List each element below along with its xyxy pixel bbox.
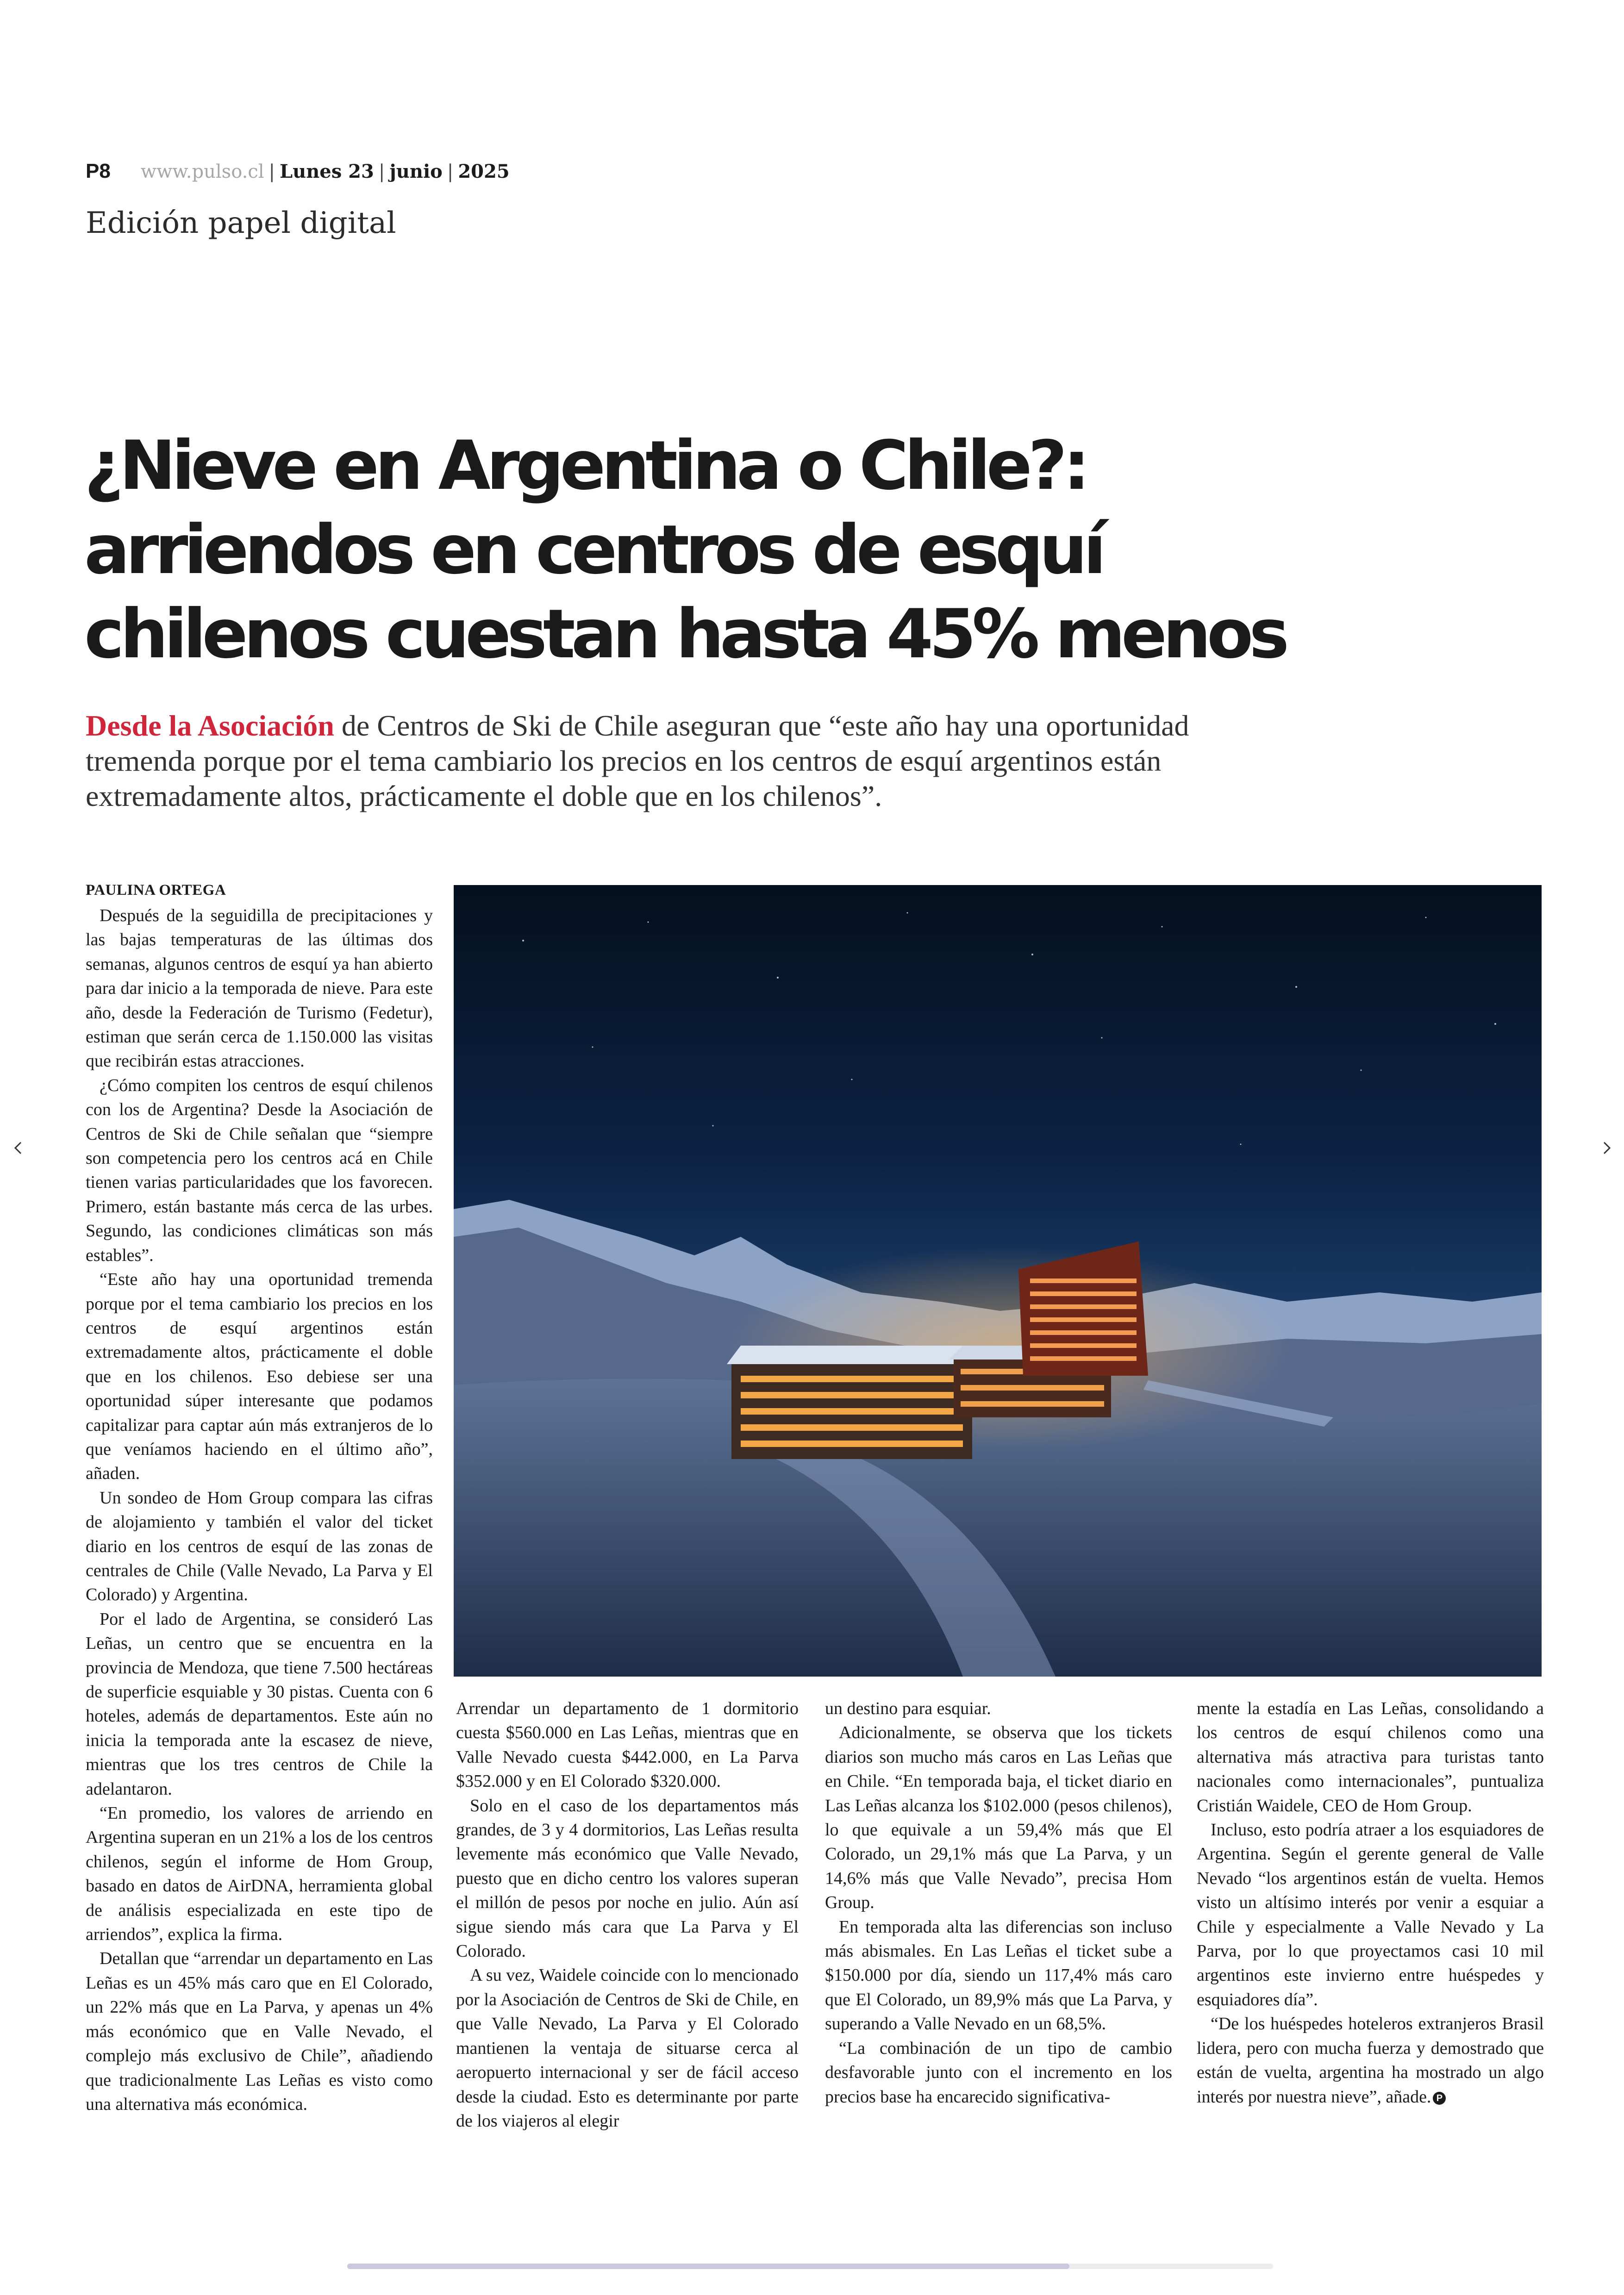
article-photo: [454, 885, 1542, 1677]
paragraph-text: “De los huéspedes hoteleros extranjeros Brasil lidera, pero con mucha fuerza y demostrado que están de vuelta, argentina ha mostrado un algo interés por nuestra nieve”, añade.: [1197, 2014, 1544, 2107]
paragraph: Incluso, esto podría atraer a los esquiadores de Argentina. Según el gerente general de Valle Nevado “los argentinos están de vuelta. Hemos visto un altísimo interés por venir a esquiar a Chile y especialmente a Valle Nevado y La Parva, por lo que proyectamos casi 10 mil argentinos este invierno entre huéspedes y esquiadores día”.: [1197, 1820, 1544, 2009]
date-day: Lunes 23: [279, 161, 374, 182]
page-header: [86, 160, 510, 187]
last-paragraph: [1197, 2012, 1544, 2109]
byline: PAULINA ORTEGA: [86, 882, 226, 898]
scrollbar-thumb[interactable]: [347, 2264, 1069, 2269]
page-number: P8: [86, 160, 111, 182]
paragraph: “La combinación de un tipo de cambio desfavorable junto con el incremento en los precios base ha encarecido significativa-: [825, 2038, 1172, 2107]
header-separator: |: [447, 161, 454, 182]
article-column-1: [86, 904, 433, 2116]
paragraph: Detallan que “arrendar un departamento en Las Leñas es un 45% más caro que en El Colorado, un 22% más que en La Parva, y apenas un 4% más económico que en Valle Nevado, el complejo más exclusivo de Chile”, añadiendo que tradicionalmente Las Leñas es visto como una alternativa más económica.: [86, 1949, 433, 2114]
deck: [86, 708, 1224, 814]
deck-lead: Desde la Asociación: [86, 709, 334, 742]
paragraph: En temporada alta las diferencias son incluso más abismales. En Las Leñas el ticket sube a $150.000 por día, siendo un 117,4% más caro que El Colorado, un 89,9% más que La Parva, y superando a Valle Nevado en un 68,5%.: [825, 1917, 1172, 2034]
deck-text: de Centros de Ski de Chile aseguran que “este año hay una oportunidad tremenda porque por el tema cambiario los precios en los centros de esquí argentinos están extremadamente altos, prácticamente el doble que en los chilenos”.: [86, 709, 1189, 812]
paragraph: Adicionalmente, se observa que los tickets diarios son mucho más caros en Las Leñas que en Chile. “En temporada baja, el ticket diario en Las Leñas alcanza los $102.000 (pesos chilenos), lo que equivale a un 59,4% más que El Colorado, un 29,1% más que La Parva, y un 14,6% más que Valle Nevado”, precisa Hom Group.: [825, 1723, 1172, 1913]
next-page-button[interactable]: [1593, 1134, 1620, 1162]
paragraph: ¿Cómo compiten los centros de esquí chilenos con los de Argentina? Desde la Asociación de Centros de Ski de Chile señalan que “siempre son competencia pero los centros acá en Chile tienen varias particularidades que los favorecen. Primero, están bastante más cerca de las urbes. Segundo, las condiciones climáticas son más estables”.: [86, 1075, 433, 1265]
header-separator: |: [269, 161, 275, 182]
chevron-left-icon: [9, 1139, 28, 1157]
paragraph: “En promedio, los valores de arriendo en Argentina superan en un 21% a los de los centros chilenos, según el informe de Hom Group, basado en datos de AirDNA, herramienta global de análisis especializada en este tipo de arriendos”, explica la firma.: [86, 1803, 433, 1945]
paragraph: “Este año hay una oportunidad tremenda porque por el tema cambiario los precios en los centros de esquí argentinos están extremadamente altos, prácticamente el doble que en los chilenos. Eso debiese ser una oportunidad súper interesante que podamos capitalizar para captar aún más extranjeros de lo que veníamos haciendo en el último año”, añaden.: [86, 1270, 433, 1484]
paragraph: Por el lado de Argentina, se consideró Las Leñas, un centro que se encuentra en la provincia de Mendoza, que tiene 7.500 hectáreas de superficie esquiable y 30 pistas. Cuenta con 6 hoteles, además de departamentos. Este aún no inicia la temporada ante la escasez de nieve, mientras que los tres centros de Chile la adelantaron.: [86, 1609, 433, 1799]
paragraph: mente la estadía en Las Leñas, consolidando a los centros de esquí chilenos como una alternativa más atractiva para turistas tanto nacionales como internacionales”, puntualiza Cristián Waidele, CEO de Hom Group.: [1197, 1699, 1544, 1815]
prev-page-button[interactable]: [5, 1134, 32, 1162]
article-column-2: [456, 1696, 799, 2133]
headline: ¿Nieve en Argentina o Chile?: arriendos en centros de esquí chilenos cuestan hasta 45% menos: [84, 426, 1286, 674]
edition-label: Edición papel digital: [86, 206, 396, 240]
date-month: junio: [389, 161, 443, 182]
paragraph: Solo en el caso de los departamentos más grandes, de 3 y 4 dormitorios, Las Leñas resulta levemente más económico que Valle Nevado, puesto que en dicho centro los valores superan el millón de pesos por noche en julio. Aún así sigue siendo más cara que La Parva y El Colorado.: [456, 1796, 799, 1961]
end-mark-icon: P: [1433, 2092, 1446, 2105]
article-column-4: [1197, 1696, 1544, 2109]
paragraph: Arrendar un departamento de 1 dormitorio cuesta $560.000 en Las Leñas, mientras que en Valle Nevado cuesta $442.000, en La Parva $352.000 y en El Colorado $320.000.: [456, 1699, 799, 1791]
chevron-right-icon: [1597, 1139, 1616, 1157]
website-link[interactable]: www.pulso.cl: [140, 161, 264, 182]
photo-hotel-night-icon: [454, 885, 1542, 1677]
paragraph: Después de la seguidilla de precipitaciones y las bajas temperaturas de las últimas dos semanas, algunos centros de esquí ya han abierto para dar inicio a la temporada de nieve. Para este año, desde la Federación de Turismo (Fedetur), estiman que serán cerca de 1.150.000 las visitas que recibirán estas atracciones.: [86, 906, 433, 1071]
paragraph: Un sondeo de Hom Group compara las cifras de alojamiento y también el valor del ticket diario en los centros de esquí de las zonas de centrales de Chile (Valle Nevado, La Parva y El Colorado) y Argentina.: [86, 1488, 433, 1605]
date-year: 2025: [458, 161, 510, 182]
paragraph: un destino para esquiar.: [825, 1699, 991, 1718]
paragraph: A su vez, Waidele coincide con lo mencionado por la Asociación de Centros de Ski de Chile, en que Valle Nevado, La Parva y El Colorado mantienen la ventaja de situarse cerca al aeropuerto internacional y ser de fácil acceso desde la ciudad. Esto es determinante por parte de los viajeros al elegir: [456, 1965, 799, 2131]
article-column-3: [825, 1696, 1172, 2109]
header-separator: |: [378, 161, 385, 182]
